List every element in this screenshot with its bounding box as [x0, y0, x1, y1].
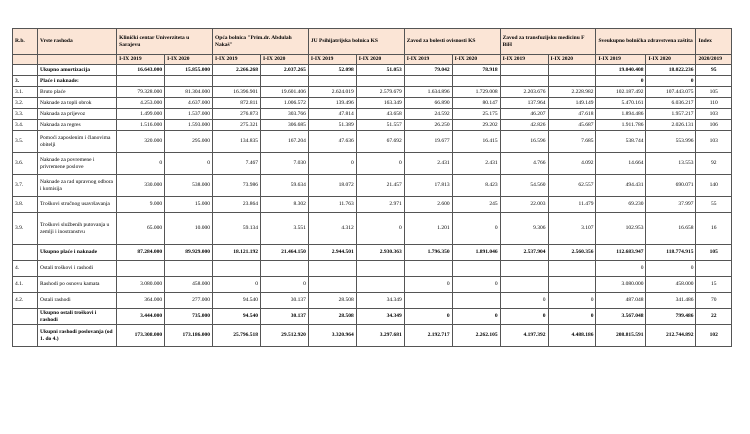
value-cell: 46.207 — [500, 109, 548, 120]
col-header-transfuzija: Zavod za transfuzijsku medicinu F BiH — [500, 29, 596, 55]
row-label: Ukupni rashodi poslovanja (od 1. do 4.) — [38, 325, 117, 347]
value-cell: 69.230 — [596, 197, 646, 213]
value-cell: 87.284.000 — [117, 245, 165, 261]
value-cell: 799.486 — [646, 309, 696, 325]
value-cell: 2.537.904 — [500, 245, 548, 261]
value-cell — [500, 65, 548, 76]
value-cell: 11.763 — [308, 197, 356, 213]
value-cell: 10.000 — [165, 213, 213, 245]
value-cell: 1.593.000 — [165, 120, 213, 131]
value-cell — [165, 261, 213, 277]
value-cell: 872.811 — [213, 98, 261, 109]
value-cell: 79.042 — [404, 65, 452, 76]
value-cell: 18.022.236 — [646, 65, 696, 76]
row-label: Troškovi stručnog usavršavanja — [38, 197, 117, 213]
value-cell: 0 — [260, 277, 308, 293]
value-cell: 19.601.406 — [260, 87, 308, 98]
value-cell: 16.658 — [646, 213, 696, 245]
value-cell: 212.744.892 — [646, 325, 696, 347]
value-cell: 65.000 — [117, 213, 165, 245]
value-cell — [548, 277, 596, 293]
table-row — [13, 87, 732, 98]
value-cell — [404, 76, 452, 87]
value-cell: 1.537.000 — [165, 109, 213, 120]
table-row — [13, 197, 732, 213]
index-cell: 102 — [696, 325, 732, 347]
value-cell: 118.774.915 — [646, 245, 696, 261]
value-cell — [213, 76, 261, 87]
value-cell: 42.826 — [500, 120, 548, 131]
table-row — [13, 65, 732, 76]
col-header-rb: R.b. — [13, 29, 38, 55]
table-row — [13, 175, 732, 197]
value-cell — [117, 76, 165, 87]
value-cell: 66.890 — [404, 98, 452, 109]
value-cell: 1.911.786 — [596, 120, 646, 131]
value-cell: 0 — [500, 293, 548, 309]
row-number: 3.7. — [13, 175, 38, 197]
value-cell: 51.053 — [356, 65, 404, 76]
row-number: 4.1. — [13, 277, 38, 293]
row-number — [13, 65, 38, 76]
value-cell: 295.000 — [165, 131, 213, 153]
value-cell: 5.470.161 — [596, 98, 646, 109]
index-cell: 55 — [696, 197, 732, 213]
value-cell — [452, 293, 500, 309]
index-cell: 95 — [696, 65, 732, 76]
value-cell: 89.929.000 — [165, 245, 213, 261]
value-cell: 22.003 — [500, 197, 548, 213]
row-label: Plaće i naknade: — [38, 76, 117, 87]
value-cell: 52.098 — [308, 65, 356, 76]
period-header: I-IX 2020 — [260, 55, 308, 65]
value-cell: 9.306 — [500, 213, 548, 245]
row-label: Pomoći zaposlenim i članovima obitelji — [38, 131, 117, 153]
table-row — [13, 76, 732, 87]
period-header: I-IX 2019 — [596, 55, 646, 65]
value-cell: 306.685 — [260, 120, 308, 131]
period-header: I-IX 2019 — [117, 55, 165, 65]
value-cell: 320.000 — [117, 131, 165, 153]
value-cell: 11.479 — [548, 197, 596, 213]
value-cell: 134.835 — [213, 131, 261, 153]
table-body — [13, 65, 732, 347]
value-cell: 14.664 — [596, 153, 646, 175]
value-cell — [308, 277, 356, 293]
value-cell — [500, 261, 548, 277]
value-cell — [404, 293, 452, 309]
period-header: 2020/2019 — [696, 55, 732, 65]
value-cell: 67.692 — [356, 131, 404, 153]
value-cell: 4.312 — [308, 213, 356, 245]
value-cell: 24.592 — [404, 109, 452, 120]
value-cell — [213, 261, 261, 277]
value-cell: 735.000 — [165, 309, 213, 325]
value-cell: 2.037.265 — [260, 65, 308, 76]
value-cell: 2.624.019 — [308, 87, 356, 98]
value-cell: 34.349 — [356, 293, 404, 309]
value-cell — [500, 277, 548, 293]
row-label: Ostali troškovi i rashodi — [38, 261, 117, 277]
value-cell: 0 — [596, 76, 646, 87]
value-cell: 78.918 — [452, 65, 500, 76]
value-cell: 0 — [356, 153, 404, 175]
value-cell: 2.026.131 — [646, 120, 696, 131]
value-cell: 2.431 — [404, 153, 452, 175]
value-cell: 0 — [165, 153, 213, 175]
value-cell: 245 — [452, 197, 500, 213]
value-cell — [165, 76, 213, 87]
value-cell: 16.415 — [452, 131, 500, 153]
index-cell: 70 — [696, 293, 732, 309]
row-label: Naknada za regres — [38, 120, 117, 131]
value-cell: 94.540 — [213, 293, 261, 309]
period-header: I-IX 2019 — [404, 55, 452, 65]
value-cell — [260, 261, 308, 277]
value-cell: 59.134 — [213, 213, 261, 245]
value-cell — [260, 76, 308, 87]
index-cell: 15 — [696, 277, 732, 293]
value-cell: 2.600 — [404, 197, 452, 213]
row-number: 4.2. — [13, 293, 38, 309]
value-cell: 7.685 — [548, 131, 596, 153]
value-cell — [308, 261, 356, 277]
value-cell: 26.250 — [404, 120, 452, 131]
value-cell: 2.930.363 — [356, 245, 404, 261]
value-cell: 0 — [404, 277, 452, 293]
value-cell: 2.971 — [356, 197, 404, 213]
period-header: I-IX 2020 — [548, 55, 596, 65]
value-cell: 47.814 — [308, 109, 356, 120]
value-cell — [500, 76, 548, 87]
row-label: Naknade za topli obrok — [38, 98, 117, 109]
table-row — [13, 213, 732, 245]
value-cell: 80.147 — [452, 98, 500, 109]
value-cell: 2.560.356 — [548, 245, 596, 261]
value-cell — [404, 261, 452, 277]
value-cell: 3.080.000 — [596, 277, 646, 293]
col-header-opca-bolnica: Opća bolnica "Prim.dr. Abdulah Nakaš" — [213, 29, 309, 55]
value-cell: 15.000 — [165, 197, 213, 213]
period-header: I-IX 2019 — [213, 55, 261, 65]
index-cell: 140 — [696, 175, 732, 197]
value-cell — [548, 261, 596, 277]
row-number: 3.1. — [13, 87, 38, 98]
table-row — [13, 98, 732, 109]
period-header: I-IX 2020 — [646, 55, 696, 65]
table-row — [13, 131, 732, 153]
value-cell: 1.894.486 — [596, 109, 646, 120]
value-cell: 4.488.186 — [548, 325, 596, 347]
value-cell: 149.149 — [548, 98, 596, 109]
value-cell: 3.297.681 — [356, 325, 404, 347]
value-cell: 79.328.000 — [117, 87, 165, 98]
report-table-container — [12, 28, 732, 347]
value-cell: 28.508 — [308, 309, 356, 325]
value-cell: 21.457 — [356, 175, 404, 197]
row-number: 3.4. — [13, 120, 38, 131]
value-cell: 341.486 — [646, 293, 696, 309]
row-label: Naknade za rad upravnog odbora i komisija — [38, 175, 117, 197]
value-cell: 17.813 — [404, 175, 452, 197]
value-cell: 34.349 — [356, 309, 404, 325]
period-header: I-IX 2020 — [165, 55, 213, 65]
value-cell — [548, 65, 596, 76]
value-cell: 0 — [452, 277, 500, 293]
value-cell: 1.891.046 — [452, 245, 500, 261]
value-cell: 54.560 — [500, 175, 548, 197]
value-cell: 29.512.920 — [260, 325, 308, 347]
value-cell: 0 — [452, 213, 500, 245]
value-cell: 29.202 — [452, 120, 500, 131]
row-number: 3.8. — [13, 197, 38, 213]
value-cell: 0 — [117, 153, 165, 175]
value-cell: 4.766 — [500, 153, 548, 175]
table-row — [13, 109, 732, 120]
value-cell: 0 — [596, 261, 646, 277]
value-cell: 303.766 — [260, 109, 308, 120]
value-cell: 4.637.000 — [165, 98, 213, 109]
table-row — [13, 153, 732, 175]
row-number: 3.3. — [13, 109, 38, 120]
value-cell: 538.000 — [165, 175, 213, 197]
value-cell: 0 — [308, 153, 356, 175]
value-cell — [548, 76, 596, 87]
table-row — [13, 309, 732, 325]
value-cell: 167.204 — [260, 131, 308, 153]
col-header-sveukupno: Sveukupno bolnička zdravstvena zaštita — [596, 29, 696, 55]
col-header-index: Index — [696, 29, 732, 55]
value-cell: 3.107 — [548, 213, 596, 245]
value-cell: 16.596 — [500, 131, 548, 153]
value-cell — [452, 261, 500, 277]
expense-table — [12, 28, 732, 347]
value-cell — [356, 261, 404, 277]
value-cell: 487.048 — [596, 293, 646, 309]
value-cell: 2.262.105 — [452, 325, 500, 347]
value-cell: 9.000 — [117, 197, 165, 213]
value-cell: 0 — [452, 309, 500, 325]
row-number: 4. — [13, 261, 38, 277]
index-cell: 110 — [696, 98, 732, 109]
period-header: I-IX 2020 — [452, 55, 500, 65]
value-cell: 7.030 — [260, 153, 308, 175]
value-cell: 94.540 — [213, 309, 261, 325]
table-row — [13, 261, 732, 277]
value-cell: 6.036.217 — [646, 98, 696, 109]
value-cell: 112.683.947 — [596, 245, 646, 261]
table-row — [13, 120, 732, 131]
value-cell: 73.986 — [213, 175, 261, 197]
row-number: 3.5. — [13, 131, 38, 153]
value-cell: 2.192.717 — [404, 325, 452, 347]
value-cell: 23.864 — [213, 197, 261, 213]
value-cell: 163.349 — [356, 98, 404, 109]
value-cell: 19.677 — [404, 131, 452, 153]
table-row — [13, 325, 732, 347]
row-label: Bruto plaće — [38, 87, 117, 98]
value-cell: 3.567.048 — [596, 309, 646, 325]
value-cell: 15.855.000 — [165, 65, 213, 76]
value-cell: 0 — [356, 213, 404, 245]
value-cell: 1.516.000 — [117, 120, 165, 131]
value-cell: 0 — [404, 309, 452, 325]
value-cell: 2.203.676 — [500, 87, 548, 98]
value-cell — [452, 76, 500, 87]
value-cell: 21.464.150 — [260, 245, 308, 261]
value-cell: 2.431 — [452, 153, 500, 175]
row-label: Rashodi po osnovu kamata — [38, 277, 117, 293]
value-cell: 25.796.518 — [213, 325, 261, 347]
period-header: I-IX 2019 — [308, 55, 356, 65]
value-cell: 107.443.075 — [646, 87, 696, 98]
value-cell: 1.499.000 — [117, 109, 165, 120]
value-cell: 276.873 — [213, 109, 261, 120]
value-cell — [117, 261, 165, 277]
value-cell: 1.006.572 — [260, 98, 308, 109]
value-cell: 3.551 — [260, 213, 308, 245]
value-cell: 330.000 — [117, 175, 165, 197]
col-header-ovisnosti: Zavod za bolesti ovisnosti KS — [404, 29, 500, 55]
value-cell: 0 — [500, 309, 548, 325]
value-cell: 62.557 — [548, 175, 596, 197]
row-number: 3. — [13, 76, 38, 87]
value-cell: 4.197.392 — [500, 325, 548, 347]
value-cell: 1.634.896 — [404, 87, 452, 98]
row-label: Ukupno ostali troškovi i rashodi — [38, 309, 117, 325]
value-cell: 30.137 — [260, 293, 308, 309]
value-cell: 0 — [213, 277, 261, 293]
row-number — [13, 325, 38, 347]
value-cell: 1.729.008 — [452, 87, 500, 98]
index-cell: 92 — [696, 153, 732, 175]
value-cell: 1.201 — [404, 213, 452, 245]
value-cell: 139.496 — [308, 98, 356, 109]
value-cell: 59.634 — [260, 175, 308, 197]
value-cell: 173.186.000 — [165, 325, 213, 347]
index-cell: 105 — [696, 87, 732, 98]
value-cell: 18.072 — [308, 175, 356, 197]
value-cell — [308, 76, 356, 87]
value-cell: 494.431 — [596, 175, 646, 197]
value-cell: 364.000 — [117, 293, 165, 309]
value-cell: 4.253.000 — [117, 98, 165, 109]
value-cell: 277.000 — [165, 293, 213, 309]
value-cell: 208.815.591 — [596, 325, 646, 347]
index-cell: 103 — [696, 131, 732, 153]
table-row — [13, 293, 732, 309]
value-cell: 51.389 — [308, 120, 356, 131]
value-cell: 458.000 — [646, 277, 696, 293]
index-cell: 106 — [696, 120, 732, 131]
value-cell: 0 — [548, 309, 596, 325]
value-cell: 45.687 — [548, 120, 596, 131]
value-cell: 0 — [548, 293, 596, 309]
period-header: I-IX 2019 — [500, 55, 548, 65]
value-cell: 690.071 — [646, 175, 696, 197]
value-cell: 25.175 — [452, 109, 500, 120]
value-cell: 13.553 — [646, 153, 696, 175]
row-number — [13, 309, 38, 325]
row-number — [13, 245, 38, 261]
index-cell: 22 — [696, 309, 732, 325]
value-cell: 19.040.408 — [596, 65, 646, 76]
value-cell: 37.997 — [646, 197, 696, 213]
value-cell: 1.957.217 — [646, 109, 696, 120]
row-label: Troškovi službenih putovanja u zemlji i inostranstvu — [38, 213, 117, 245]
value-cell: 538.744 — [596, 131, 646, 153]
value-cell: 2.228.982 — [548, 87, 596, 98]
value-cell — [356, 277, 404, 293]
value-cell: 0 — [646, 76, 696, 87]
value-cell: 8.302 — [260, 197, 308, 213]
index-cell — [696, 261, 732, 277]
index-cell — [696, 76, 732, 87]
row-label: Ostali rashodi — [38, 293, 117, 309]
row-number: 3.6. — [13, 153, 38, 175]
value-cell: 4.092 — [548, 153, 596, 175]
index-cell: 103 — [696, 109, 732, 120]
value-cell: 1.796.350 — [404, 245, 452, 261]
value-cell: 30.137 — [260, 309, 308, 325]
row-number: 3.9. — [13, 213, 38, 245]
row-number: 3.2. — [13, 98, 38, 109]
value-cell: 8.423 — [452, 175, 500, 197]
value-cell: 3.080.000 — [117, 277, 165, 293]
value-cell: 18.121.192 — [213, 245, 261, 261]
value-cell: 102.187.492 — [596, 87, 646, 98]
value-cell: 3.320.964 — [308, 325, 356, 347]
value-cell: 275.321 — [213, 120, 261, 131]
value-cell: 51.557 — [356, 120, 404, 131]
value-cell — [356, 76, 404, 87]
row-label: Ukupno plaće i naknade — [38, 245, 117, 261]
table-row — [13, 245, 732, 261]
value-cell: 137.964 — [500, 98, 548, 109]
value-cell: 553.996 — [646, 131, 696, 153]
value-cell: 28.508 — [308, 293, 356, 309]
row-label: Naknade za povremene i privremene poslove — [38, 153, 117, 175]
value-cell: 458.000 — [165, 277, 213, 293]
value-cell: 16.643.000 — [117, 65, 165, 76]
value-cell: 2.266.268 — [213, 65, 261, 76]
value-cell: 16.396.901 — [213, 87, 261, 98]
value-cell: 102.953 — [596, 213, 646, 245]
value-cell: 3.444.000 — [117, 309, 165, 325]
period-header: I-IX 2020 — [356, 55, 404, 65]
row-label: Ukupno amortizacija — [38, 65, 117, 76]
value-cell: 2.579.679 — [356, 87, 404, 98]
value-cell: 173.308.000 — [117, 325, 165, 347]
value-cell: 43.658 — [356, 109, 404, 120]
value-cell: 47.636 — [308, 131, 356, 153]
col-header-psihijatrijska: JU Psihijatrijska bolnica KS — [308, 29, 404, 55]
index-cell: 105 — [696, 245, 732, 261]
table-row — [13, 277, 732, 293]
value-cell: 0 — [646, 261, 696, 277]
index-cell: 16 — [696, 213, 732, 245]
value-cell: 2.944.501 — [308, 245, 356, 261]
col-header-type: Vrste rashoda — [38, 29, 117, 55]
col-header-kcus: Klinički centar Univerziteta u Sarajevu — [117, 29, 213, 55]
row-label: Naknada za prijevoz — [38, 109, 117, 120]
value-cell: 81.304.000 — [165, 87, 213, 98]
value-cell: 47.618 — [548, 109, 596, 120]
value-cell: 7.467 — [213, 153, 261, 175]
